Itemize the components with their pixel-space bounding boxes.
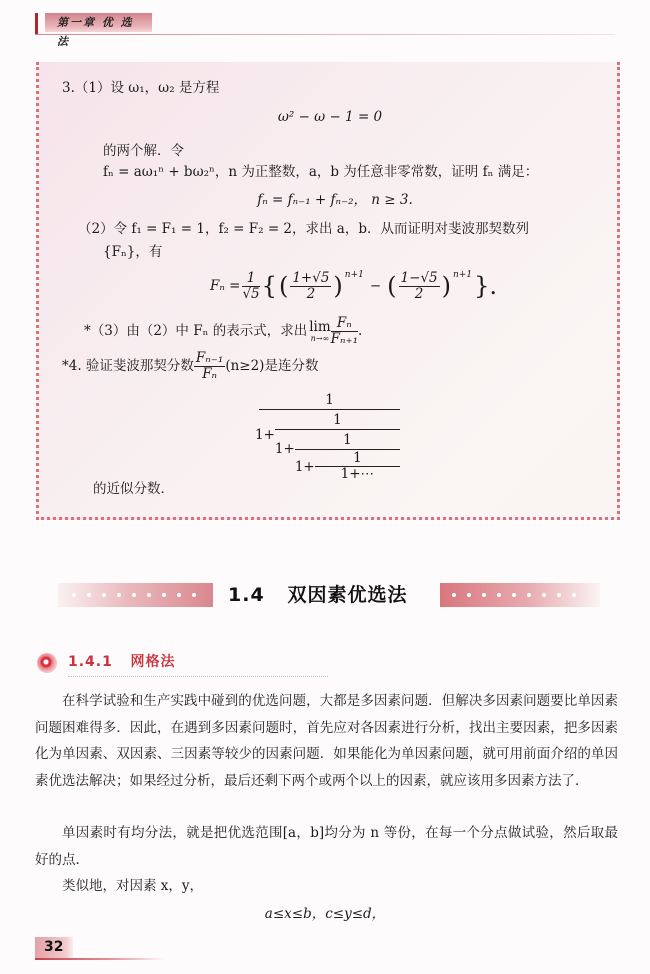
ex3-equation: ω² − ω − 1 = 0 [277, 109, 383, 125]
section-band-left [58, 583, 213, 607]
ex4-statement: *4. 验证斐波那契分数 $\frac{\text{Fₙ₋₁}}{\text{Fₙ}}$ (n≥2)是连分数 [62, 349, 319, 382]
footer-rule [35, 958, 165, 960]
binet-lhs: Fₙ = [210, 278, 241, 294]
chapter-header-bar [35, 13, 38, 35]
ex4-conclusion: 的近似分数． [93, 481, 174, 497]
limit-operator: lim n→∞ [309, 318, 331, 343]
section-title [228, 580, 428, 610]
binet-coefficient: $\frac{1}{√5}$ [242, 269, 260, 302]
limit-fraction: $\frac{\text{Fₙ}}{\text{Fₙ₊₁}}$ [330, 314, 359, 347]
subsection-title [68, 651, 176, 673]
page-number: 32 [44, 939, 64, 955]
ex3-part1-intro: 3.（1）设 ω₁，ω₂ 是方程 [62, 80, 220, 96]
binet-term1: $\frac{1+√5}{2}$ [292, 269, 330, 302]
binet-term2: $\frac{1-√5}{2}$ [400, 269, 438, 302]
section-number: 1.4 [228, 584, 265, 606]
body-paragraph-1: 在科学试验和生产实践中碰到的优选问题，大都是多因素问题．但解决多因素问题要比单因素问题困难得多．因此，在遇到多因素问题时，首先应对各因素进行分析，找出主要因素，把多因素化为单因素、双因素、三因素等较少的因素问题．如果能化为单因素问题，就可用前面介绍的单因素优选法解决；如果经过分析，最后还剩下两个或两个以上的因素，就应该用多因素方法了． [35, 693, 618, 789]
range-inequality: a≤x≤b，c≤y≤d， [264, 906, 386, 922]
ex3-recurrence: fₙ = fₙ₋₁ + fₙ₋₂， n ≥ 3. [257, 192, 413, 208]
ex3-part1-text-a: 的两个解．令 [103, 143, 184, 159]
ex3-part2-text-b: {Fₙ}，有 [103, 244, 163, 260]
body-paragraph-2: 单因素时有均分法，就是把优选范围[a，b]均分为 n 等份，在每一个分点做试验，然后取最好的点． [35, 825, 618, 868]
bullet-disc-icon [37, 653, 57, 673]
ex3-part3: *（3）由（2）中 Fₙ 的表示式，求出 lim n→∞ $\frac{\text{Fₙ}}{\text{Fₙ₊₁}}$ . [84, 314, 363, 347]
header-rule [35, 34, 615, 35]
brace-close: }. [474, 272, 497, 300]
continued-fraction: 1 1+ 1 1+ 1 1+ $\frac{1}{1+\cdots}$ [255, 392, 400, 482]
ex3-part2-text-a: （2）令 f₁ = F₁ = 1，f₂ = F₂ = 2，求出 a，b．从而证明对斐波那契数列 [78, 221, 529, 237]
section-name: 双因素优选法 [287, 584, 408, 606]
subsection-rule [68, 676, 328, 677]
ex3-part1-text-b: fₙ = aω₁ⁿ + bω₂ⁿ，n 为正整数，a，b 为任意非零常数，证明 fₙ 满足： [103, 164, 539, 180]
subsection-number: 1.4.1 [68, 654, 113, 670]
section-band-right [440, 583, 600, 607]
fibonacci-fraction: $\frac{\text{Fₙ₋₁}}{\text{Fₙ}}$ [195, 349, 224, 382]
subsection-name: 网格法 [130, 654, 176, 670]
brace-open: { [261, 272, 277, 300]
body-paragraph-3: 类似地，对因素 x，y， [62, 878, 204, 894]
chapter-header-label: 第一章 优 选 法 [45, 13, 152, 32]
binet-formula: Fₙ = $\frac{1}{√5}$ { ( $\frac{1+√5}{2}$ ) $^{n+1}$ − ( $\frac{1-√5}{2}$ ) $^{n+1}$ }. [210, 269, 497, 302]
